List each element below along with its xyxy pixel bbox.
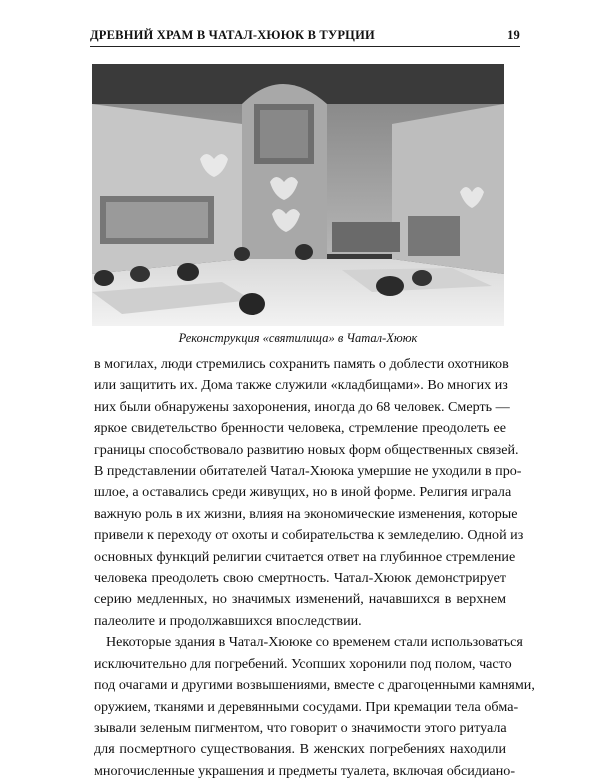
- paragraph-2: [94, 632, 535, 782]
- text-line: многочисленные украшения и предметы туалета, включая обсидиано-: [94, 762, 516, 779]
- text-line: или защитить их. Дома также служили «кладбищами». Во многих из: [94, 377, 508, 394]
- pot-5: [295, 244, 313, 260]
- left-wall: [92, 104, 242, 274]
- paragraph-1: [94, 354, 524, 632]
- shrine-reconstruction-photo: [92, 64, 504, 326]
- header-rule: [90, 46, 520, 47]
- pot-8: [412, 270, 432, 286]
- text-line: яркое свидетельство бренности человека, стремление преодолеть ее: [94, 420, 506, 437]
- running-title: ДРЕВНИЙ ХРАМ В ЧАТАЛ-ХЮЮК В ТУРЦИИ: [90, 28, 375, 42]
- wall-painting-detail: [106, 202, 208, 238]
- page-number: 19: [507, 28, 520, 42]
- text-line: серию медленных, но значимых изменений, начавшихся в верхнем: [94, 591, 506, 608]
- text-line: оружием, тканями и деревянными сосудами. При кремации тела обма-: [94, 698, 519, 715]
- relief-carving: [260, 110, 308, 158]
- geometric-panel-center: [332, 222, 400, 252]
- text-line: В представлении обитателей Чатал-Хююка умершие не уходили в про-: [94, 463, 522, 480]
- text-line: шлое, а оставались среди живущих, но в иной форме. Религия играла: [94, 484, 512, 501]
- pot-3: [177, 263, 199, 281]
- running-header: [90, 28, 520, 43]
- pot-4: [234, 247, 250, 261]
- geometric-panel-right: [408, 216, 460, 256]
- text-line: Некоторые здания в Чатал-Хююке со временем стали использоваться: [106, 634, 523, 651]
- pot-2: [130, 266, 150, 282]
- photo-illustration: [92, 64, 504, 326]
- text-line: для посмертного существования. В женских погребениях находили: [94, 741, 506, 758]
- pot-7: [376, 276, 404, 296]
- text-line: них были обнаружены захоронения, иногда до 68 человек. Смерть —: [94, 398, 510, 415]
- text-line: палеолите и продолжавшихся впоследствии.: [94, 612, 362, 629]
- text-line: человека преодолеть свою смертность. Чатал-Хююк демонстрирует: [94, 570, 506, 587]
- text-line: в могилах, люди стремились сохранить память о доблести охотников: [94, 356, 509, 372]
- text-line: привели к переходу от охоты и собирательства к земледелию. Одной из: [94, 527, 524, 544]
- text-line: исключительно для погребений. Усопших хоронили под полом, часто: [94, 655, 512, 672]
- pot-6: [239, 293, 265, 315]
- figure-caption: Реконструкция «святилища» в Чатал-Хююк: [178, 331, 418, 345]
- text-line: важную роль в их жизни, влияя на экономические изменения, которые: [94, 505, 518, 522]
- text-line: зывали зеленым пигментом, что говорит о значимости этого ритуала: [94, 719, 507, 736]
- text-line: основных функций религии считается ответ на глубинное стремление: [94, 548, 516, 565]
- body-text: [94, 354, 535, 782]
- text-line: под очагами и другими возвышениями, вместе с драгоценными камнями,: [94, 677, 535, 694]
- pot-1: [94, 270, 114, 286]
- text-line: границы способствовало развитию новых форм общественных связей.: [94, 441, 519, 458]
